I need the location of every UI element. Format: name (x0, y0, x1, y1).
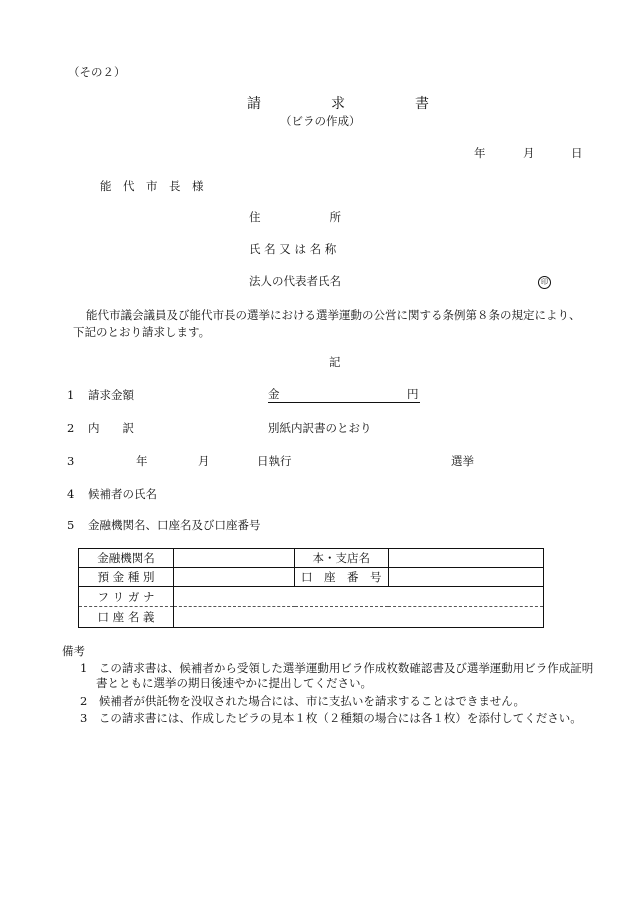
furigana-label: フ リ ガ ナ (79, 587, 174, 607)
item3-month: 月 (198, 454, 210, 468)
item2-value: 別紙内訳書のとおり (268, 421, 372, 435)
account-number-label: 口 座 番 号 (295, 568, 389, 587)
representative-label: 法人の代表者氏名 (249, 274, 341, 288)
note-2: 2 候補者が供託物を没収された場合には、市に支払いを請求することはできません。 (80, 694, 526, 708)
document-subtitle: （ビラの作成） (280, 114, 361, 128)
table-row (79, 549, 544, 568)
deposit-type-cell[interactable] (174, 568, 295, 587)
ki-heading: 記 (329, 355, 341, 369)
deposit-type-label: 預 金 種 別 (79, 568, 174, 587)
seal-mark-icon: 印 (538, 276, 551, 289)
table-row (79, 568, 544, 587)
branch-cell[interactable] (388, 549, 544, 568)
date-month: 月 (523, 146, 535, 160)
bank-account-table (78, 548, 544, 628)
item3-day: 日執行 (257, 454, 292, 468)
name-label: 氏 名 又 は 名 称 (249, 242, 337, 256)
amount-suffix: 円 (407, 387, 419, 401)
note-3: 3 この請求書には、作成したビラの見本１枚（２種類の場合には各１枚）を添付してください。 (80, 711, 582, 725)
item1-number: 1 (67, 388, 75, 402)
date-day: 日 (571, 146, 583, 160)
table-row (79, 607, 544, 628)
item4-label: 候補者の氏名 (88, 487, 157, 501)
branch-label: 本・支店名 (295, 549, 389, 568)
item5-label: 金融機関名、口座名及び口座番号 (88, 518, 261, 532)
addressee: 能 代 市 長 様 (100, 179, 204, 193)
note-1: 1 この請求書は、候補者から受領した選挙運動用ビラ作成枚数確認書及び選挙運動用ビラ作成証明書とともに選挙の期日後速やかに提出してください。 (80, 661, 594, 690)
bank-name-cell[interactable] (174, 549, 295, 568)
item2-number: 2 (67, 421, 75, 435)
bank-name-label: 金融機関名 (79, 549, 174, 568)
document-title: 請 求 書 (247, 96, 429, 112)
item3-election: 選挙 (451, 454, 474, 468)
item1-label: 請求金額 (88, 388, 134, 402)
account-holder-cell[interactable] (174, 607, 544, 628)
item2-label: 内 訳 (88, 421, 134, 435)
item5-number: 5 (67, 518, 75, 532)
account-number-cell[interactable] (388, 568, 544, 587)
request-body-text: 能代市議会議員及び能代市長の選挙における選挙運動の公営に関する条例第８条の規定により、下記のとおり請求します。 (73, 308, 581, 339)
amount-prefix: 金 (268, 387, 280, 401)
item3-year: 年 (136, 454, 148, 468)
table-row (79, 587, 544, 607)
account-holder-label: 口 座 名 義 (79, 607, 174, 628)
date-year: 年 (474, 146, 486, 160)
item3-number: 3 (67, 454, 75, 468)
notes-heading: 備考 (62, 644, 85, 658)
furigana-cell[interactable] (174, 587, 544, 607)
item4-number: 4 (67, 487, 75, 501)
form-number: （その２） (68, 65, 126, 79)
address-label: 住 所 (249, 210, 341, 224)
amount-field[interactable] (268, 386, 420, 403)
